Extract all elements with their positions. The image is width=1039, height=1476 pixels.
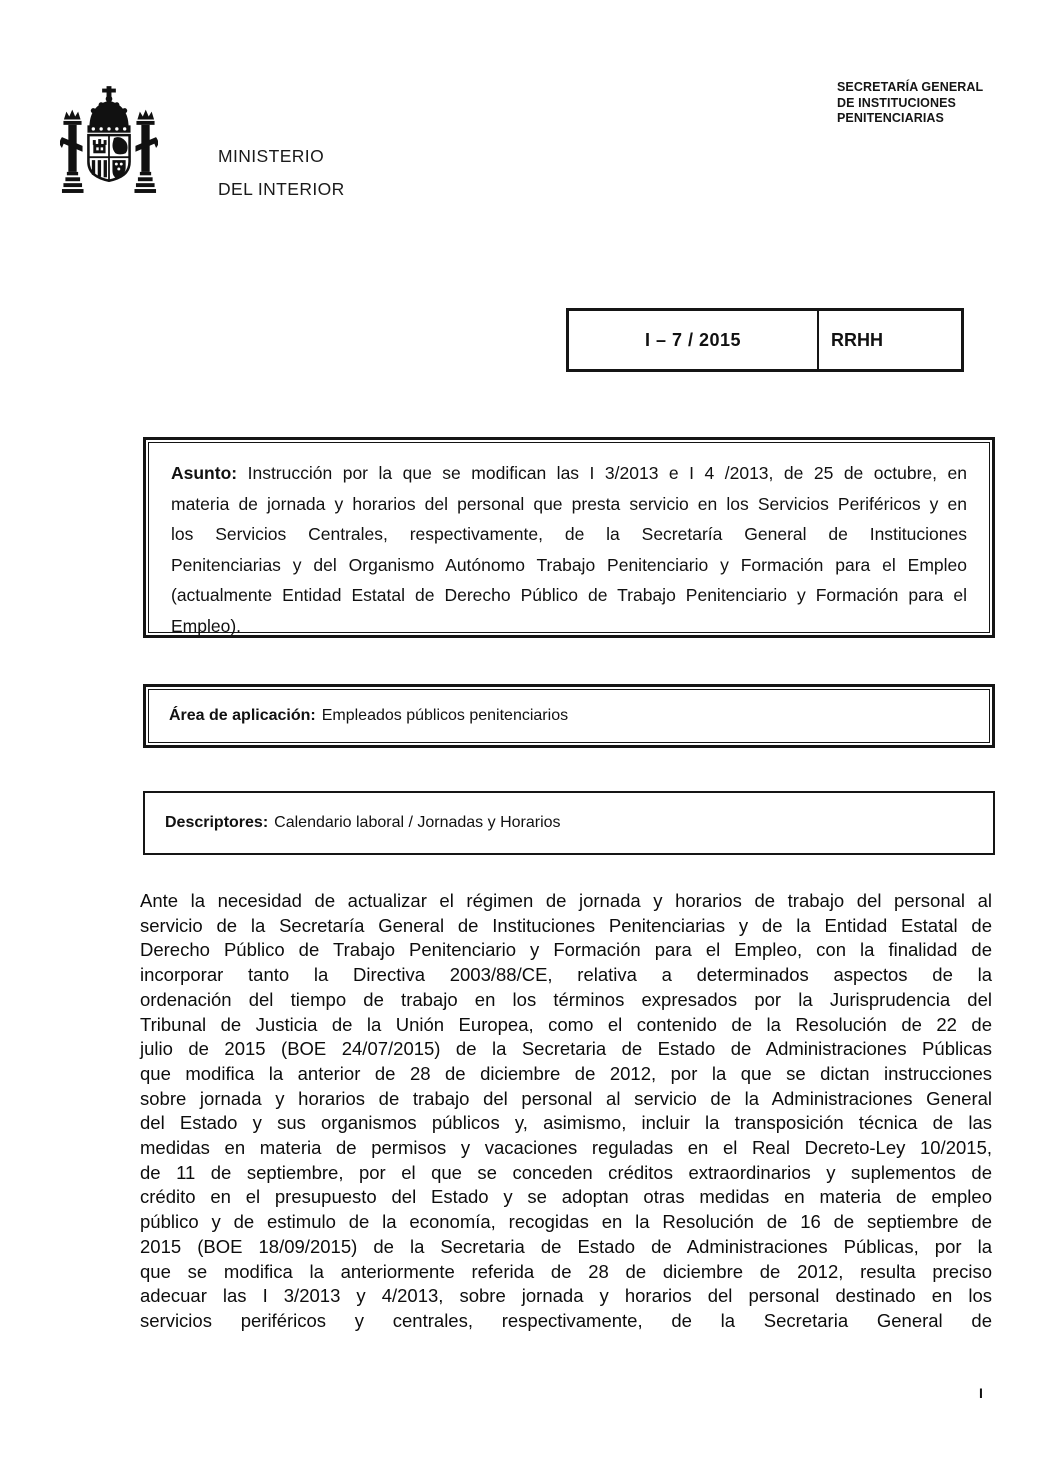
- reference-box: [566, 308, 964, 372]
- area-box: [143, 684, 995, 748]
- org-header: [837, 80, 983, 127]
- page-number: I: [979, 1385, 983, 1401]
- ministry-line-2: DEL INTERIOR: [218, 179, 345, 199]
- org-line-1: SECRETARÍA GENERAL: [837, 80, 984, 94]
- body-paragraph: Ante la necesidad de actualizar el régimen de jornada y horarios de trabajo del personal al servicio de la Secretaría General de Instituciones Penitenciarias y de la Entidad Estatal de Derecho Público de Trabajo Penitenciario y Formación para el Empleo, con la finalidad de incorporar tanto la Directiva 2003/88/CE, relativa a determinados aspectos de la ordenación del tiempo de trabajo en los términos expresados por la Jurisprudencia del Tribunal de Justicia de la Unión Europea, como el contenido de la Resolución de 22 de julio de 2015 (BOE 24/07/2015) de la Secretaria de Estado de Administraciones Públicas que modifica la anterior de 28 de diciembre de 2012, por la que se dictan instrucciones sobre jornada y horarios de trabajo del personal al servicio de la Administraciones General del Estado y sus organismos públicos y, asimismo, incluir la transposición técnica de las medidas en materia de permisos y vacaciones reguladas en el Real Decreto-Ley 10/2015, de 11 de septiembre, por el que se conceden créditos extraordinarios y suplementos de crédito en el presupuesto del Estado y se adoptan otras medidas en materia de empleo público y de estimulo de la economía, recogidas en la Resolución de 16 de septiembre de 2015 (BOE 18/09/2015) de la Secretaria de Estado de Administraciones Públicas, por la que se modifica la anteriormente referida de 28 de diciembre de 2012, resulta preciso adecuar las I 3/2013 y 4/2013, sobre jornada y horarios del personal destinado en los servicios periféricos y centrales, respectivamente, de la Secretaria General de: [140, 890, 992, 1331]
- descriptores-box: [143, 791, 995, 855]
- ministry-title: [218, 140, 345, 206]
- org-line-2: DE INSTITUCIONES: [837, 95, 956, 110]
- asunto-box: [143, 437, 995, 638]
- spain-coat-of-arms-icon: [60, 86, 158, 198]
- ministry-line-1: MINISTERIO: [218, 146, 325, 166]
- asunto-text: Asunto: Instrucción por la que se modifican las I 3/2013 e I 4 /2013, de 25 de octubre, en materia de jornada y horarios del personal que presta servicio en los Servicios Periféricos y en los Servicios Centrales, respectivamente, de la Secretaría General de Instituciones Penitenciarias y del Organismo Autónomo Trabajo Penitenciario y Formación para el Empleo (actualmente Entidad Estatal de Derecho Público de Trabajo Penitenciario y Formación para el Empleo).: [148, 442, 990, 633]
- org-line-3: PENITENCIARIAS: [837, 111, 944, 125]
- inline-label: Asunto:: [171, 463, 248, 483]
- reference-department: RRHH: [831, 329, 883, 350]
- area-content: [148, 689, 990, 743]
- descriptores-value: Calendario laboral / Jornadas y Horarios: [274, 814, 561, 831]
- reference-number: I – 7 / 2015: [569, 311, 819, 369]
- area-label: Área de aplicación:: [169, 707, 316, 724]
- area-value: Empleados públicos penitenciarios: [321, 707, 569, 724]
- descriptores-label: Descriptores:: [165, 814, 269, 831]
